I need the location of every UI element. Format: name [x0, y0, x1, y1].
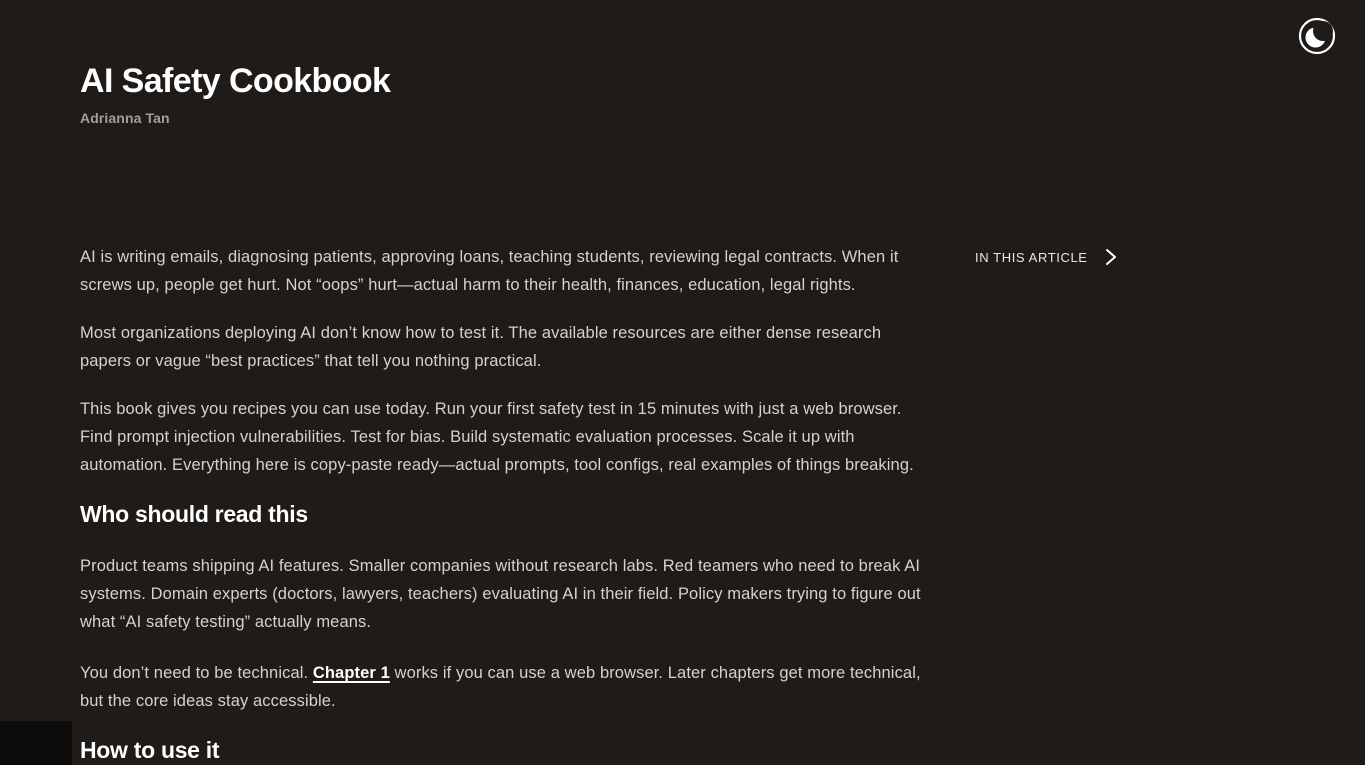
intro-paragraph-2: Most organizations deploying AI don’t know how to test it. The available resources are either dense research papers or vague “best practices” that tell you nothing practical.: [80, 323, 882, 370]
chapter-paragraph: [80, 659, 924, 715]
page-title: AI Safety Cookbook: [80, 62, 391, 100]
moon-icon: [1298, 17, 1336, 55]
chapter-1-link[interactable]: Chapter 1: [312, 664, 390, 683]
author-byline: Adrianna Tan: [80, 109, 170, 126]
bottom-left-corner: [0, 721, 72, 765]
chevron-right-icon: [1102, 247, 1120, 267]
section-heading-who-should-read-this: Who should read this: [80, 500, 308, 527]
intro-paragraph-3: This book gives you recipes you can use today. Run your first safety test in 15 minutes with just a web browser. Find prompt injection vulnerabilities. Test for bias. Build systematic evaluation processes. Scale it up with automation. Everything here is copy-paste ready—actual prompts, tool configs, real examples of things breaking.: [80, 399, 914, 474]
audience-paragraph: Product teams shipping AI features. Smaller companies without research labs. Red teamers who need to break AI systems. Domain experts (doctors, lawyers, teachers) evaluating AI in their field. Policy makers trying to figure out what “AI safety testing” actually means.: [80, 557, 921, 632]
section-heading-how-to-use-it: How to use it: [80, 737, 220, 764]
article: [80, 0, 924, 764]
theme-toggle-button[interactable]: [1298, 17, 1336, 55]
intro-paragraph-1: AI is writing emails, diagnosing patients, approving loans, teaching students, reviewing legal contracts. When it screws up, people get hurt. Not “oops” hurt—actual harm to their health, finances, education, legal rights.: [80, 247, 899, 294]
chapter-paragraph-after: works if you can use a web browser. Later chapters get more technical, but the core ideas stay accessible.: [80, 664, 921, 711]
in-this-article-toggle[interactable]: [975, 247, 1120, 267]
chapter-paragraph-before: You don’t need to be technical.: [80, 664, 313, 683]
in-this-article-label: IN THIS ARTICLE: [975, 249, 1088, 265]
